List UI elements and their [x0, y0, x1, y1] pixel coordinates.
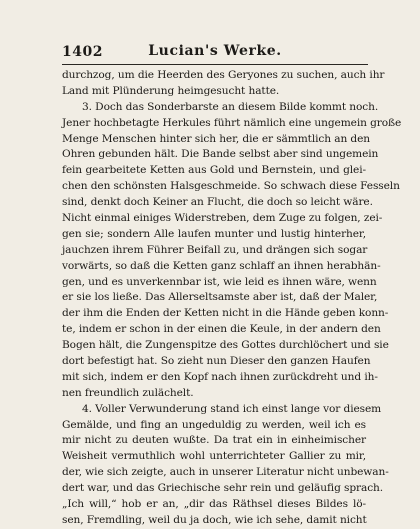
- text-line: sen, Fremdling, weil du ja doch, wie ich sehe, damit nicht: [62, 513, 367, 526]
- text-line: Jener hochbetagte Herkules führt nämlich eine ungemein große: [62, 116, 402, 129]
- text-line: gen sie; sondern Alle laufen munter und lustig hinterher,: [62, 227, 366, 240]
- page-number: 1402: [62, 44, 103, 60]
- text-line: chen den schönsten Halsgeschmeide. So schwach diese Fesseln: [62, 180, 400, 193]
- text-line: Weisheit vermuthlich wohl unterrichteter Gallier zu mir,: [62, 450, 366, 463]
- text-line: gen, und es unverkennbar ist, wie leid es ihnen wäre, wenn: [62, 275, 377, 288]
- header-rule: [62, 64, 368, 65]
- text-line: Menge Menschen hinter sich her, die er sämmtlich an den: [62, 132, 371, 145]
- text-line: Land mit Plünderung heimgesucht hatte.: [62, 84, 280, 97]
- page-header: [62, 42, 368, 64]
- text-line: Gemälde, und fing an ungeduldig zu werden, weil ich es: [62, 418, 366, 431]
- running-title: Lucian's Werke.: [148, 43, 282, 59]
- text-line: dort befestigt hat. So zieht nun Dieser den ganzen Haufen: [62, 355, 371, 368]
- text-line: nen freundlich zulächelt.: [62, 386, 194, 399]
- text-line: 3. Doch das Sonderbarste an diesem Bilde kommt noch.: [82, 100, 379, 113]
- text-line: er sie los ließe. Das Allerseltsamste aber ist, daß der Maler,: [62, 291, 378, 304]
- text-line: mir nicht zu deuten wußte. Da trat ein in einheimischer: [62, 434, 366, 447]
- text-line: mit sich, indem er den Kopf nach ihnen zurückdreht und ih-: [62, 370, 378, 383]
- text-line: „Ich will,“ hob er an, „dir das Räthsel dieses Bildes lö-: [62, 498, 366, 511]
- text-line: Bogen hält, die Zungenspitze des Gottes durchlöchert und sie: [62, 339, 389, 352]
- text-line: vorwärts, so daß die Ketten ganz schlaff an ihnen herabhän-: [62, 259, 381, 272]
- text-line: Ohren gebunden hält. Die Bande selbst aber sind ungemein: [62, 148, 379, 161]
- text-line: 4. Voller Verwunderung stand ich einst lange vor diesem: [82, 402, 382, 415]
- text-line: te, indem er schon in der einen die Keule, in der andern den: [62, 323, 381, 336]
- text-line: sind, denkt doch Keiner an Flucht, die doch so leicht wäre.: [62, 196, 373, 209]
- text-line: jauchzen ihrem Führer Beifall zu, und drängen sich sogar: [62, 243, 368, 256]
- text-line: fein gearbeitete Ketten aus Gold und Bernstein, und glei-: [62, 164, 366, 177]
- text-line: Nicht einmal einiges Widerstreben, dem Zuge zu folgen, zei-: [62, 212, 383, 225]
- text-line: der ihm die Enden der Ketten nicht in die Hände geben konn-: [62, 307, 389, 320]
- text-line: der, wie sich zeigte, auch in unserer Literatur nicht unbewan-: [62, 466, 389, 479]
- text-line: dert war, und das Griechische sehr rein und geläufig sprach.: [62, 482, 384, 495]
- body-text: [62, 68, 402, 529]
- text-line: durchzog, um die Heerden des Geryones zu suchen, auch ihr: [62, 69, 385, 81]
